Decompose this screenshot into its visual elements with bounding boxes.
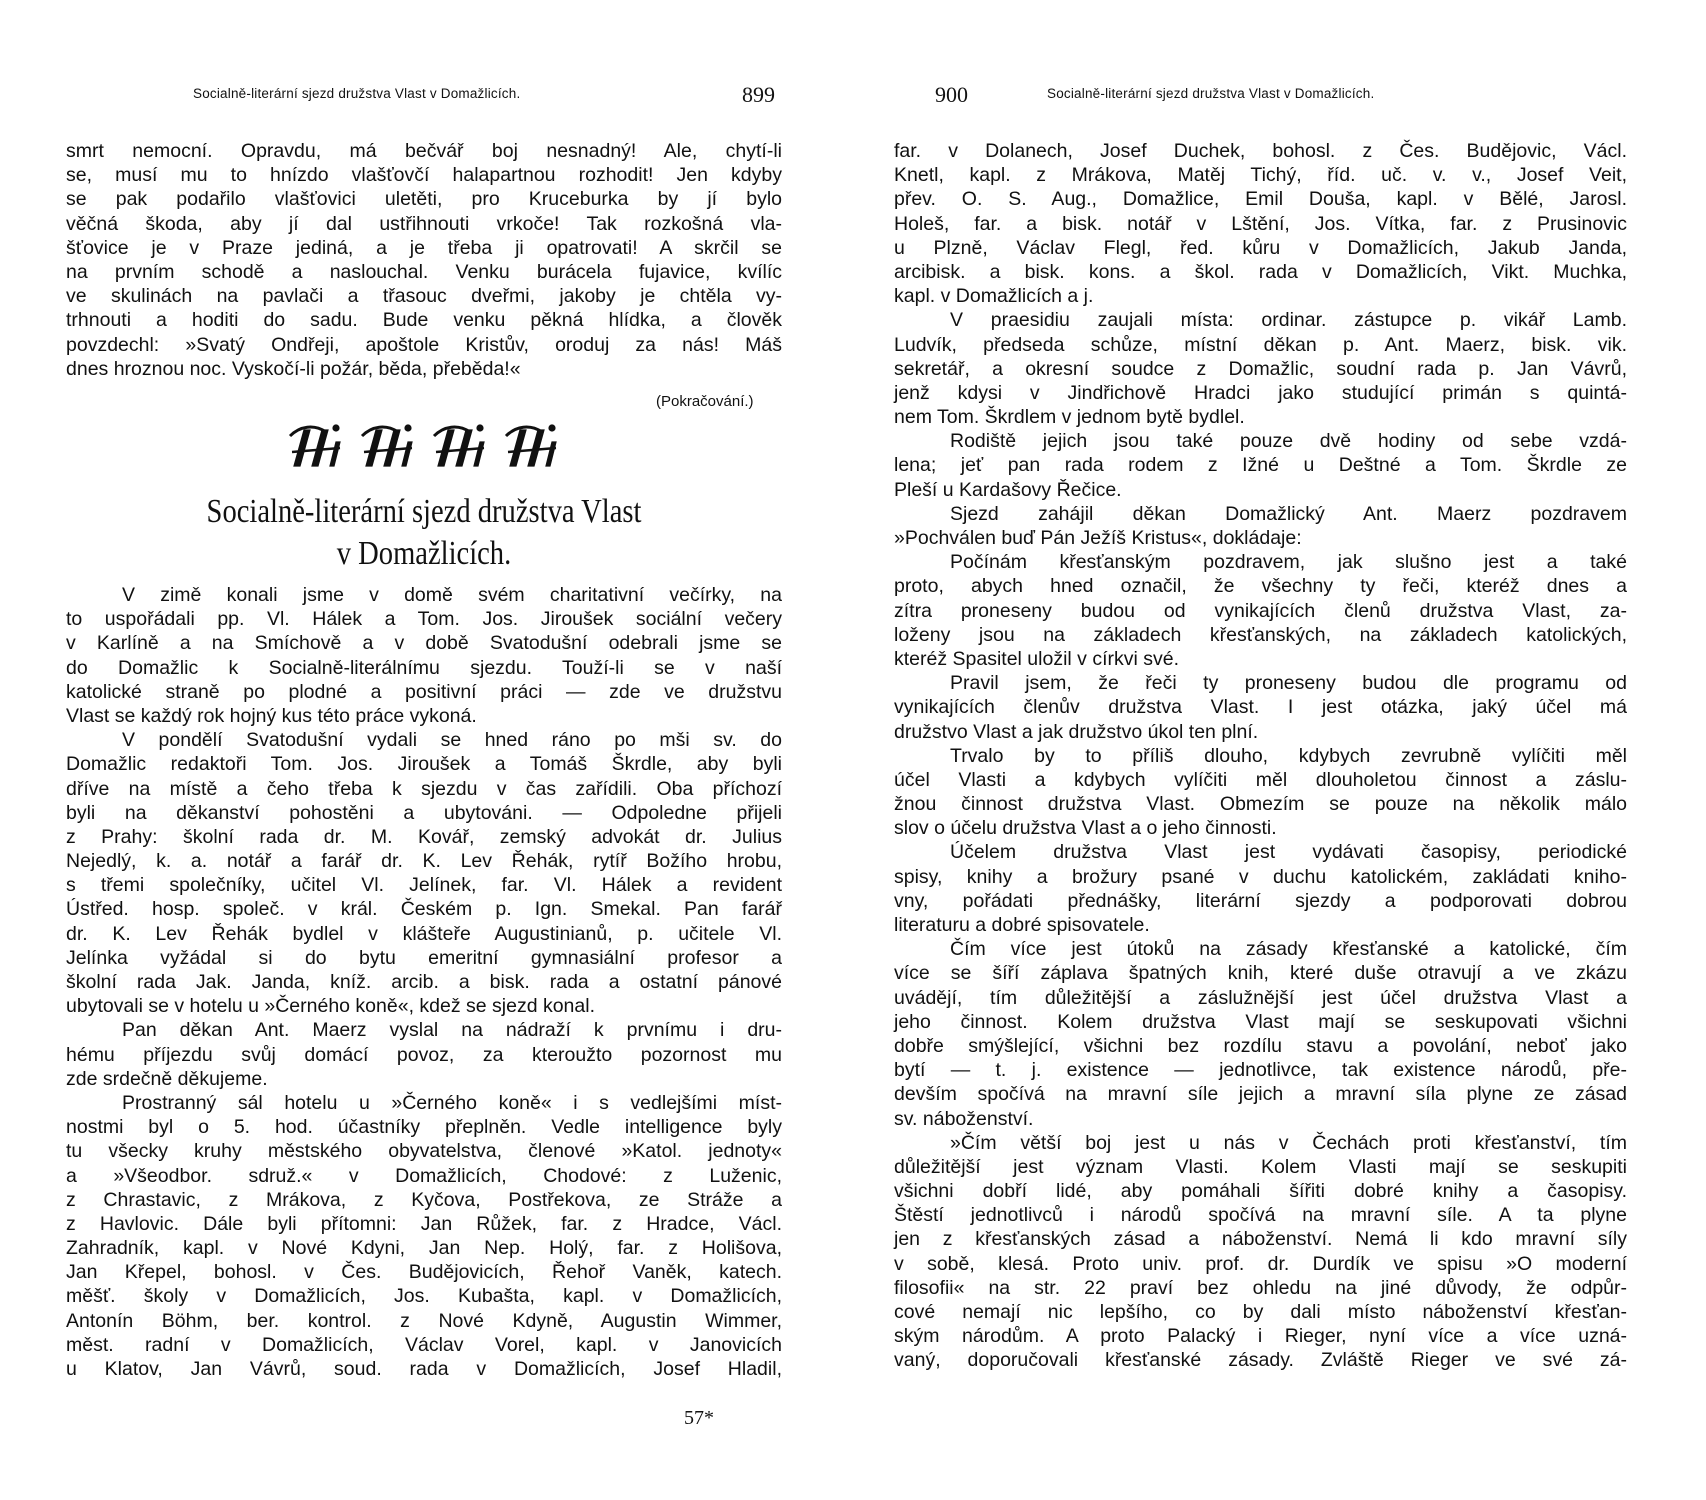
text-line: se pak podařilo vlašťovici uletěti, pro Kruceburka by jí bylo	[66, 188, 782, 211]
text-line: jen z křesťanských zásad a náboženství. Nemá li kdo mravní síly	[894, 1228, 1627, 1251]
text-line: vny, pořádati přednášky, literární sjezdy a podporovati dobrou	[894, 889, 1627, 912]
text-line: loženy jsou na základech křesťanských, na základech katolických,	[894, 623, 1627, 646]
text-line: katolické straně po plodné a positivní práci — zde ve družstvu	[66, 680, 782, 703]
text-line: Pan děkan Ant. Maerz vyslal na nádraží k prvnímu i dru-	[122, 1019, 782, 1042]
text-line: Domažlic redaktoři Tom. Jos. Jiroušek a Tomáš Škrdle, aby byli	[66, 753, 782, 776]
text-line: V pondělí Svatodušní vydali se hned ráno po mši sv. do	[122, 729, 782, 752]
text-line: uvádějí, tím důležitější a záslužnější jest účel družstva Vlast a	[894, 986, 1627, 1009]
text-line: Nejedlý, k. a. notář a farář dr. K. Lev Řehák, rytíř Božího hrobu,	[66, 850, 782, 873]
text-line: Antonín Böhm, ber. kontrol. z Nové Kdyně, Augustin Wimmer,	[66, 1309, 782, 1332]
text-line: kapl. v Domažlicích a j.	[894, 285, 1094, 308]
text-line: Počínám křesťanským pozdravem, jak slušno jest a také	[950, 551, 1627, 574]
text-line: literaturu a dobré spisovatele.	[894, 914, 1150, 936]
text-line: hému příjezdu svůj domácí povoz, za kteroužto pozornost mu	[66, 1043, 782, 1066]
text-line: vynikajících členův družstva Vlast. I jest otázka, jaký účel má	[894, 696, 1627, 719]
text-line: tu všecky kruhy městského obyvatelstva, členové »Katol. jednoty«	[66, 1140, 782, 1163]
text-line: Trvalo by to příliš dlouho, kdybych zevrubně vylíčiti měl	[950, 744, 1627, 767]
text-line: dříve na místě a čeho třeba k sjezdu v čas zařídili. Oba příchozí	[66, 777, 782, 800]
page-number: 900	[935, 82, 968, 107]
signature-mark: 57*	[684, 1407, 714, 1429]
text-line: »Pochválen buď Pán Ježíš Kristus«, dokládaje:	[894, 527, 1302, 549]
running-head: Socialně-literární sjezd družstva Vlast v Domažlicích.	[193, 86, 521, 101]
text-line: školní rada Jak. Janda, kníž. arcib. a bisk. rada a ostatní pánové	[66, 971, 782, 993]
text-line: far. v Dolanech, Josef Duchek, bohosl. z Čes. Budějovic, Václ.	[894, 140, 1627, 162]
text-line: to uspořádali pp. Vl. Hálek a Tom. Jos. Jiroušek sociální večery	[66, 608, 782, 631]
text-line: bytí — t. j. existence — jednotlivce, tak existence národů, pře-	[894, 1059, 1627, 1082]
text-line: dr. K. Lev Řehák bydlel v klášteře Augustinianů, p. učitele Vl.	[66, 922, 782, 945]
text-line: Čím více jest útoků na zásady křesťanské a katolické, čím	[950, 938, 1627, 961]
article-title: Socialně-literární sjezd družstva Vlast	[206, 493, 642, 530]
text-line: přev. O. S. Aug., Domažlice, Emil Douša, kapl. v Bělé, Jarosl.	[894, 188, 1627, 211]
text-line: Knetl, kapl. z Mrákova, Matěj Tichý, říd. uč. v. v., Josef Veit,	[894, 164, 1627, 187]
text-line: Účelem družstva Vlast jest vydávati časopisy, periodické	[950, 841, 1627, 864]
text-line: Ludvík, předseda schůze, místní děkan p. Ant. Maerz, bisk. vik.	[894, 333, 1627, 356]
article-title-continued: v Domažlicích.	[336, 535, 512, 572]
text-line: Prostranný sál hotelu u »Černého koně« i s vedlejšími míst-	[122, 1091, 782, 1114]
page-number: 899	[742, 82, 775, 107]
article-body	[66, 583, 782, 1381]
text-line: kteréž Spasitel uložil v církvi své.	[894, 647, 1180, 670]
text-line: Sjezd zahájil děkan Domažlický Ant. Maerz pozdravem	[950, 502, 1627, 525]
text-line: Pleší u Kardašovy Řečice.	[894, 478, 1122, 501]
text-line: u Plzně, Václav Flegl, řed. kůru v Domažlicích, Jakub Janda,	[894, 236, 1627, 259]
text-line: Jelínka vyžádal si do bytu emeritní gymnasiální profesor a	[66, 946, 782, 969]
text-line: do Domažlic k Socialně-literálnímu sjezdu. Touží-li se v naší	[66, 656, 782, 679]
text-line: účel Vlasti a kdybych vylíčiti měl dlouholetou činnost a záslu-	[894, 768, 1627, 791]
right-page	[853, 0, 1706, 1500]
text-line: arcibisk. a bisk. kons. a škol. rada v Domažlicích, Vikt. Muchka,	[894, 260, 1627, 283]
text-line: filosofii« na str. 22 praví bez ohledu na jiné důvody, že odpůr-	[894, 1276, 1627, 1299]
text-line: jeho činnost. Kolem družstva Vlast mají se seskupovati všichni	[894, 1010, 1627, 1033]
text-line: Vlast se každý rok hojný kus této práce vykoná.	[66, 704, 477, 727]
running-head: Socialně-literární sjezd družstva Vlast v Domažlicích.	[1047, 86, 1375, 101]
text-line: Štěstí jednotlivců i národů spočívá na mravní síle. A ta plyne	[894, 1204, 1627, 1227]
text-line: z Prahy: školní rada dr. M. Kovář, zemský advokát dr. Julius	[66, 825, 782, 848]
text-line: ubytovali se v hotelu u »Černého koně«, kdež se sjezd konal.	[66, 995, 595, 1018]
text-line: družstvo Vlast a jak družstvo úkol ten plní.	[894, 720, 1259, 743]
text-line: spisy, knihy a brožury psané v duchu katolickém, zakládati kniho-	[894, 865, 1627, 888]
text-line: byli na děkanství pohostěni a ubytováni. — Odpoledne přijeli	[66, 801, 782, 824]
text-line: proto, abych hned označil, že všechny ty řeči, kteréž dnes a	[894, 575, 1627, 598]
text-line: Pravil jsem, že řeči ty proneseny budou dle programu od	[950, 672, 1627, 695]
text-line: trhnouti a hoditi do sadu. Bude venku pěkná hlídka, a člověk	[66, 309, 782, 332]
story-continuation	[66, 139, 782, 381]
text-line: z Havlovic. Dále byli přítomni: Jan Růžek, far. z Hradce, Václ.	[66, 1212, 782, 1235]
text-line: slov o účelu družstva Vlast a o jeho činnosti.	[894, 817, 1277, 840]
text-line: »Čím větší boj jest u nás v Čechách proti křesťanství, tím	[950, 1131, 1627, 1154]
text-line: sv. náboženství.	[894, 1107, 1034, 1130]
text-line: věčná škoda, aby jí dal ustřihnouti vrkoče! Tak rozkošná vla-	[66, 212, 782, 235]
text-line: dobře smýšlející, všichni bez rozdílu stavu a povolání, neboť jako	[894, 1034, 1627, 1057]
text-line: žnou činnost družstva Vlast. Obmezím se pouze na několik málo	[894, 793, 1627, 816]
article-body-continued	[894, 139, 1627, 1373]
text-line: ským národům. A proto Palacký i Rieger, nyní více a více uzná-	[894, 1325, 1627, 1348]
text-line: dnes hroznou noc. Vyskočí-li požár, běda, přeběda!«	[66, 357, 521, 380]
text-line: na prvním schodě a naslouchal. Venku burácela fujavice, kvílíc	[66, 260, 782, 283]
text-line: v Karlíně a na Smíchově a v době Svatodušní odebrali jsme se	[66, 632, 782, 655]
text-line: u Klatov, Jan Vávrů, soud. rada v Domažlicích, Josef Hladil,	[66, 1358, 782, 1380]
text-line: V zimě konali jsme v domě svém charitativní večírky, na	[122, 584, 782, 606]
text-line: cové nemají nic lepšího, co by dali místo náboženství křesťan-	[894, 1301, 1627, 1323]
text-line: všichni dobří lidé, aby pomáhali šířiti dobré knihy a časopisy.	[894, 1180, 1627, 1203]
text-line: povzdechl: »Svatý Ondřeji, apoštole Kristův, oroduj za nás! Máš	[66, 333, 782, 356]
text-line: ve skulinách na pavlači a třasouc dveřmi, jakoby je chtěla vy-	[66, 285, 782, 308]
text-line: měst. radní v Domažlicích, Václav Vorel, kapl. v Janovicích	[66, 1333, 782, 1356]
text-line: smrt nemocní. Opravdu, má bečvář boj nesnadný! Ale, chytí-li	[66, 140, 782, 162]
text-line: zde srdečně děkujeme.	[66, 1067, 268, 1090]
text-line: více se šíří záplava špatných knih, které duše otravují a ve zkázu	[894, 962, 1627, 985]
text-line: V praesidiu zaujali místa: ordinar. zástupce p. vikář Lamb.	[950, 309, 1627, 332]
text-line: nem Tom. Škrdlem v jednom bytě bydlel.	[894, 406, 1245, 429]
text-line: v sobě, klesá. Proto univ. prof. dr. Durdík ve spisu »O moderní	[894, 1252, 1627, 1275]
text-line: Zahradník, kapl. v Nové Kdyni, Jan Nep. Holý, far. z Holišova,	[66, 1237, 782, 1260]
text-line: Ústřed. hosp. společ. v král. Českém p. Ign. Smekal. Pan farář	[66, 898, 782, 921]
text-line: nostmi byl o 5. hod. účastníky přeplněn. Vedle intelligence byly	[66, 1116, 782, 1139]
text-line: Holeš, far. a bisk. notář v Lštění, Jos. Vítka, far. z Prusinovic	[894, 212, 1627, 235]
text-line: jenž kdysi v Jindřichově Hradci jako studující primán s quintá-	[894, 381, 1627, 404]
text-line: a »Všeodbor. sdruž.« v Domažlicích, Chodové: z Luženic,	[66, 1164, 782, 1187]
text-line: důležitější jest význam Vlasti. Kolem Vlasti mají se seskupiti	[894, 1155, 1627, 1178]
text-line: sekretář, a okresní soudce z Domažlic, soudní rada p. Jan Vávrů,	[894, 357, 1627, 380]
continuation-note: (Pokračování.)	[656, 393, 754, 410]
text-line: s třemi společníky, učitel Vl. Jelínek, far. Vl. Hálek a revident	[66, 874, 782, 897]
text-line: lena; jeť pan rada rodem z Ižné u Deštné a Tom. Škrdle ze	[894, 454, 1627, 477]
text-line: Jan Křepel, bohosl. v Čes. Budějovicích, Řehoř Vaněk, katech.	[66, 1261, 782, 1284]
text-line: z Chrastavic, z Mrákova, z Kyčova, Postřekova, ze Stráže a	[66, 1188, 782, 1211]
text-line: devším spočívá na mravní síle jejich a mravní síla plyne ze zásad	[894, 1083, 1627, 1106]
floral-ornament-icon	[278, 418, 578, 472]
text-line: Rodiště jejich jsou také pouze dvě hodiny od sebe vzdá-	[950, 430, 1627, 453]
text-line: měšť. školy v Domažlicích, Jos. Kubašta, kapl. v Domažlicích,	[66, 1285, 782, 1308]
text-line: vaný, doporučovali křesťanské zásady. Zvláště Rieger ve své zá-	[894, 1349, 1627, 1372]
text-line: šťovice je v Praze jediná, a je třeba ji opatrovati! A skrčil se	[66, 236, 782, 259]
text-line: se, musí mu to hnízdo vlašťovčí halapartnou rozhodit! Jen kdyby	[66, 164, 782, 187]
text-line: zítra proneseny budou od vynikajících členů družstva Vlast, za-	[894, 599, 1627, 622]
